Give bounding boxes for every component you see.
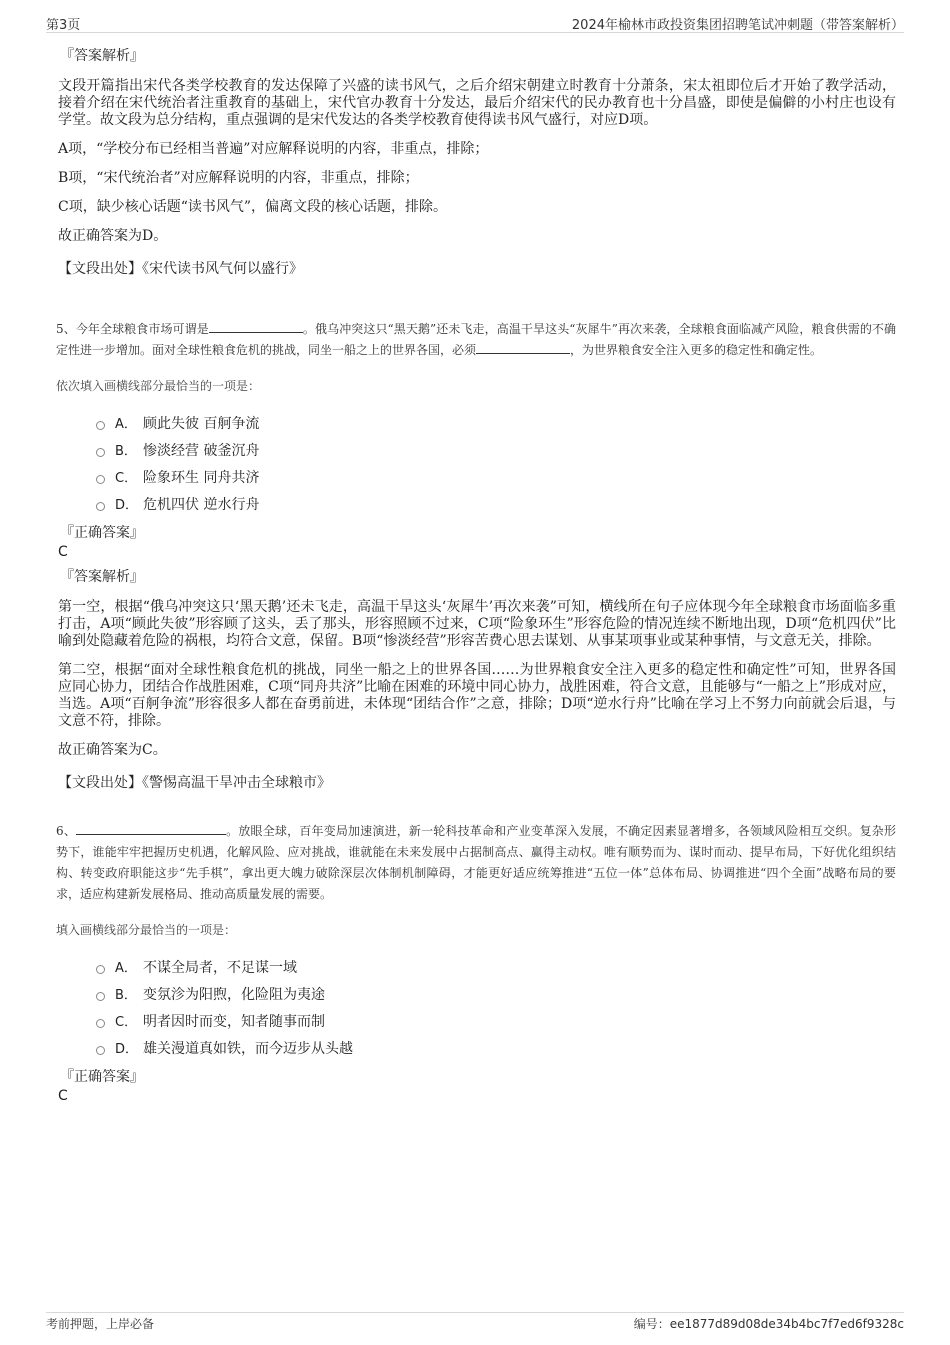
option-text: 险象环生 同舟共济 [143, 469, 260, 486]
option-text: 不谋全局者，不足谋一域 [143, 959, 297, 976]
option-text: 变氛沴为阳煦，化险阻为夷途 [143, 986, 325, 1003]
page-header [46, 10, 904, 33]
question-5-text [56, 319, 896, 361]
answer-label: 『正确答案』 [60, 525, 144, 541]
analysis-paragraph: 第一空，根据“俄乌冲突这只‘黑天鹅’还未飞走，高温干旱这头‘灰犀牛’再次来袭”可知，横线所在句子应体现今年全球粮食市场面临多重打击，A项“顾此失彼”形容顾了这头，丢了那头，形容照顾不过来，C项“险象环生”形容危险的情况连续不断地出现，D项“危机四伏”比喻到处隐藏着危险的祸根，均符合文意，保留。B项“惨淡经营”形容苦费心思去谋划、从事某项事业或某种事情，与文意无关，排除。 [58, 599, 896, 649]
option-key: C． [115, 1015, 138, 1030]
option-b[interactable] [96, 980, 896, 1007]
option-key: D． [115, 1042, 139, 1057]
radio-button[interactable] [96, 421, 105, 430]
analysis-conclusion: 故正确答案为C。 [58, 742, 167, 758]
question-5-prompt: 依次填入画横线部分最恰当的一项是： [56, 379, 261, 393]
page-number: 第3页 [46, 18, 81, 33]
analysis-paragraph: 文段开篇指出宋代各类学校教育的发达保障了兴盛的读书风气，之后介绍宋朝建立时教育十分萧条，宋太祖即位后才开始了教学活动，接着介绍在宋代统治者注重教育的基础上，宋代官办教育十分发达，最后介绍宋代的民办教育也十分昌盛，即使是偏僻的小村庄也设有学堂。故文段为总分结构，重点强调的是宋代发达的各类学校教育使得读书风气盛行，对应D项。 [58, 78, 896, 128]
option-text: 危机四伏 逆水行舟 [143, 496, 260, 513]
analysis-paragraph: A项，“学校分布已经相当普遍”对应解释说明的内容，非重点，排除； [58, 141, 489, 157]
radio-button[interactable] [96, 965, 105, 974]
answer-label: 『正确答案』 [60, 1069, 144, 1085]
option-d[interactable] [96, 1034, 896, 1061]
option-text: 惨淡经营 破釜沉舟 [143, 442, 260, 459]
question-text-part: ，为世界粮食安全注入更多的稳定性和确定性。 [570, 343, 823, 357]
fill-blank-1 [76, 822, 226, 835]
fill-blank-2 [476, 341, 570, 354]
analysis-paragraph: 第二空，根据“面对全球性粮食危机的挑战，同坐一船之上的世界各国……为世界粮食安全注入更多的稳定性和确定性”可知，世界各国应同心协力，团结合作战胜困难，C项“同舟共济”比喻在困难的环境中同心协力，战胜困难，符合文意，且能够与“一船之上”形成对应，当选。A项“百舸争流”形容很多人都在奋勇前进，未体现“团结合作”之意，排除；D项“逆水行舟”比喻在学习上不努力向前就会后退，与文意不符，排除。 [58, 662, 896, 729]
analysis-paragraph: B项，“宋代统治者”对应解释说明的内容，非重点，排除； [58, 170, 419, 186]
source-citation: 【文段出处】《警惕高温干旱冲击全球粮市》 [58, 775, 331, 791]
radio-button[interactable] [96, 475, 105, 484]
option-key: B． [115, 988, 137, 1003]
option-a[interactable] [96, 409, 896, 436]
option-c[interactable] [96, 1007, 896, 1034]
question-6-prompt: 填入画横线部分最恰当的一项是： [56, 923, 237, 937]
analysis-label: 『答案解析』 [60, 48, 144, 64]
radio-button[interactable] [96, 992, 105, 1001]
question-text-part: 。俄乌冲突这只“黑天鹅”还未飞走，高温干旱这头“灰犀牛”再次来袭，全球粮食面临减产风险，粮食供需的不确定性进一步增加。面对全球性粮食危机的挑战，同坐一船之上的世界各国，必须 [56, 322, 897, 357]
analysis-conclusion: 故正确答案为D。 [58, 228, 168, 244]
option-key: D． [115, 498, 139, 513]
option-a[interactable] [96, 953, 896, 980]
question-text-part: 6、 [56, 824, 76, 838]
footer-slogan: 考前押题，上岸必备 [46, 1317, 155, 1331]
question-6-options [96, 953, 896, 1061]
document-title: 2024年榆林市政投资集团招聘笔试冲刺题（带答案解析） [571, 18, 904, 33]
question-text-part: 。放眼全球，百年变局加速演进，新一轮科技革命和产业变革深入发展，不确定因素显著增多，各领域风险相互交织。复杂形势下，谁能牢牢把握历史机遇，化解风险、应对挑战，谁就能在未来发展中占据制高点、赢得主动权。唯有顺势而为、谋时而动、提早布局，下好优化组织结构、转变政府职能这步“先手棋”，拿出更大魄力破除深层次体制机制障碍，才能更好适应统筹推进“五位一体”总体布局、协调推进“四个全面”战略布局的要求，适应构建新发展格局、推动高质量发展的需要。 [56, 824, 896, 901]
analysis-paragraph: C项，缺少核心话题“读书风气”，偏离文段的核心话题，排除。 [58, 199, 448, 215]
analysis-label: 『答案解析』 [60, 569, 144, 585]
option-c[interactable] [96, 463, 896, 490]
option-text: 雄关漫道真如铁，而今迈步从头越 [143, 1040, 353, 1057]
document-body [56, 40, 896, 1105]
option-key: A． [115, 417, 137, 432]
page-footer [46, 1312, 904, 1339]
question-text-part: 5、今年全球粮食市场可谓是 [56, 322, 209, 336]
option-text: 明者因时而变，知者随事而制 [143, 1013, 325, 1030]
correct-answer: C [58, 544, 68, 560]
source-citation: 【文段出处】《宋代读书风气何以盛行》 [58, 261, 303, 277]
correct-answer: C [58, 1088, 68, 1104]
radio-button[interactable] [96, 1046, 105, 1055]
option-key: A． [115, 961, 137, 976]
option-text: 顾此失彼 百舸争流 [143, 415, 260, 432]
option-d[interactable] [96, 490, 896, 517]
radio-button[interactable] [96, 502, 105, 511]
question-5-options [96, 409, 896, 517]
option-key: C． [115, 471, 138, 486]
option-b[interactable] [96, 436, 896, 463]
question-6-text [56, 821, 896, 905]
radio-button[interactable] [96, 448, 105, 457]
radio-button[interactable] [96, 1019, 105, 1028]
option-key: B． [115, 444, 137, 459]
document-id: 编号：ee1877d89d08de34b4bc7f7ed6f9328c [633, 1317, 904, 1331]
fill-blank-1 [209, 320, 303, 333]
